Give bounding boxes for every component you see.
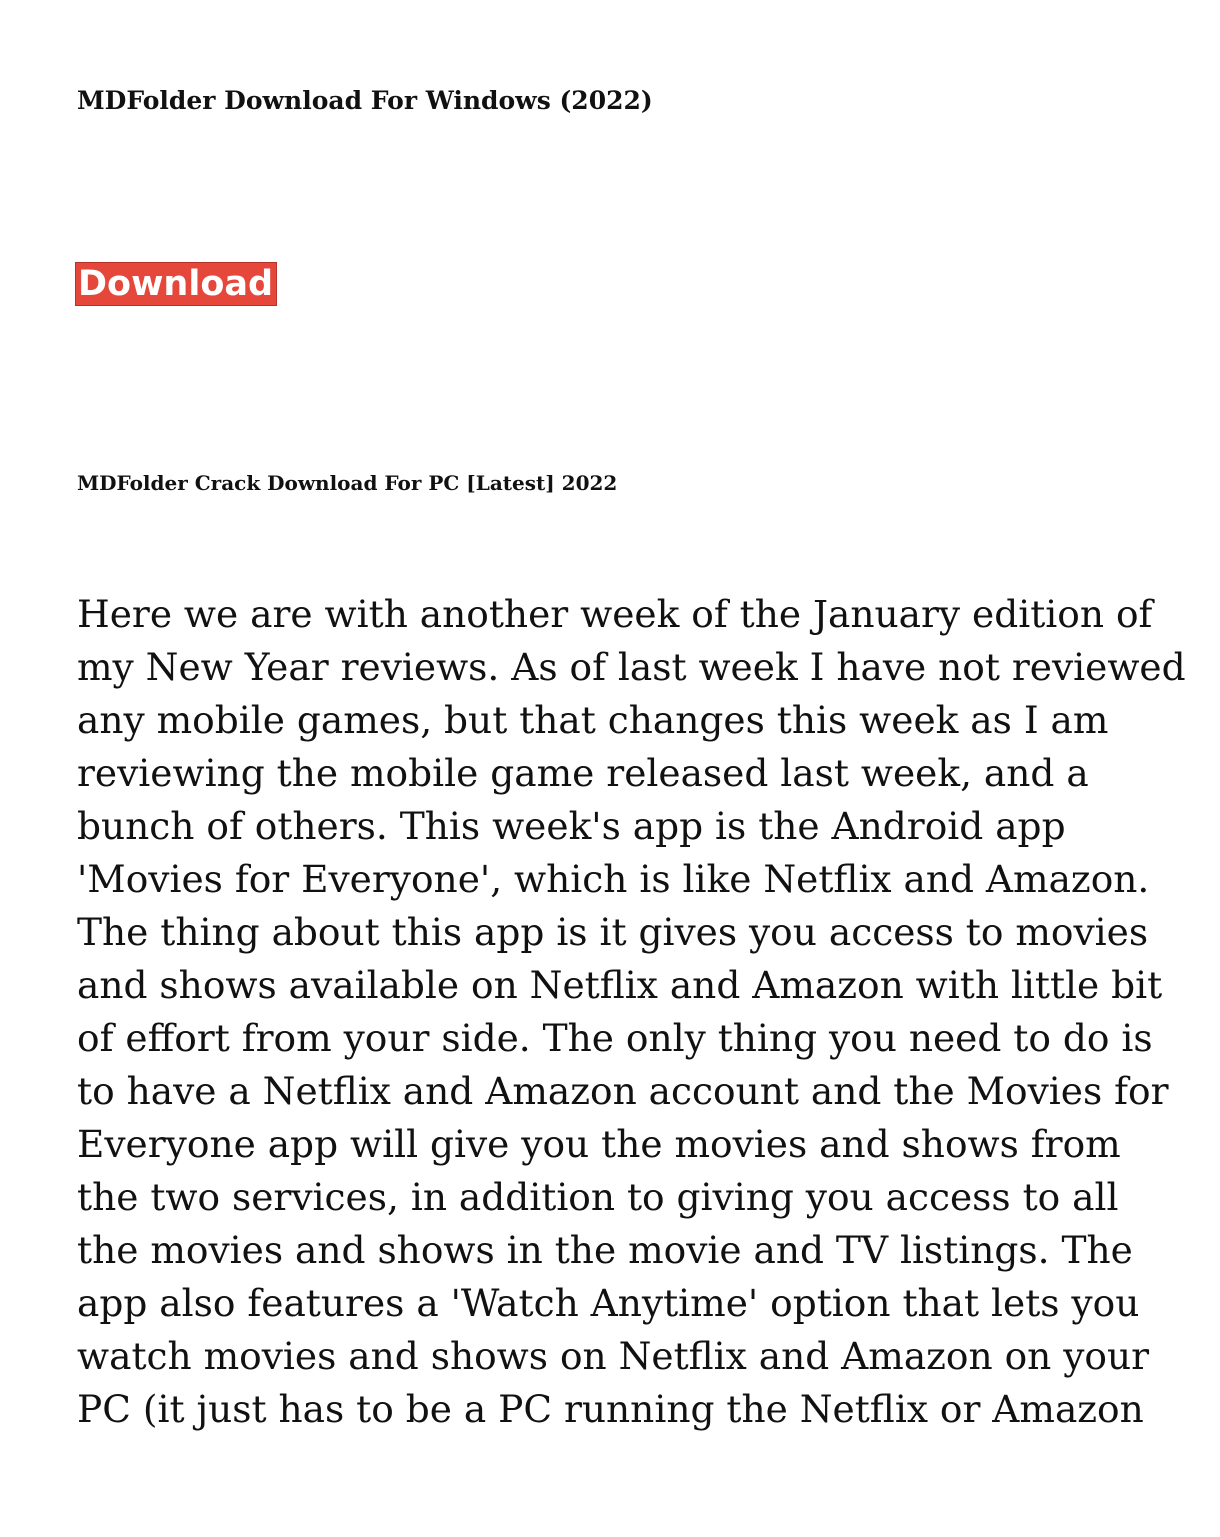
body-line: Everyone app will give you the movies and shows from bbox=[77, 1122, 1121, 1166]
body-line: app also features a 'Watch Anytime' option that lets you bbox=[77, 1281, 1140, 1325]
body-line: the two services, in addition to giving you access to all bbox=[77, 1175, 1119, 1219]
body-line: and shows available on Netflix and Amazon with little bit bbox=[77, 963, 1163, 1007]
page-title: MDFolder Download For Windows (2022) bbox=[77, 86, 653, 115]
article-body bbox=[77, 588, 1186, 1436]
body-line: to have a Netflix and Amazon account and the Movies for bbox=[77, 1069, 1169, 1113]
body-line: the movies and shows in the movie and TV listings. The bbox=[77, 1228, 1133, 1272]
body-line: any mobile games, but that changes this week as I am bbox=[77, 698, 1109, 742]
body-line: Here we are with another week of the January edition of bbox=[77, 592, 1153, 636]
body-line: my New Year reviews. As of last week I have not reviewed bbox=[77, 645, 1186, 689]
body-line: 'Movies for Everyone', which is like Netflix and Amazon. bbox=[77, 857, 1150, 901]
body-line: bunch of others. This week's app is the Android app bbox=[77, 804, 1066, 848]
body-line: PC (it just has to be a PC running the Netflix or Amazon bbox=[77, 1387, 1144, 1431]
body-line: watch movies and shows on Netflix and Amazon on your bbox=[77, 1334, 1150, 1378]
download-button[interactable]: Download bbox=[75, 262, 277, 306]
body-line: reviewing the mobile game released last week, and a bbox=[77, 751, 1089, 795]
section-heading: MDFolder Crack Download For PC [Latest] 2022 bbox=[77, 471, 618, 495]
body-line: of effort from your side. The only thing you need to do is bbox=[77, 1016, 1153, 1060]
body-line: The thing about this app is it gives you access to movies bbox=[77, 910, 1149, 954]
